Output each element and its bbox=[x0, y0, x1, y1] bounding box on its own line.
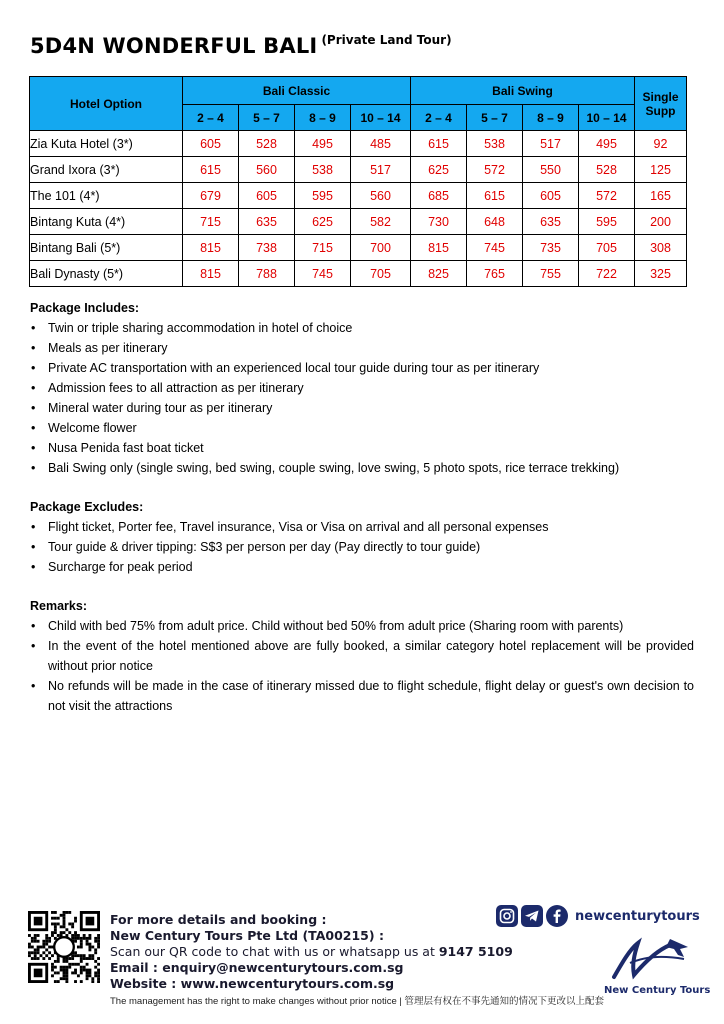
remarks-heading: Remarks: bbox=[30, 599, 87, 613]
price-cell: 715 bbox=[183, 209, 239, 235]
phone-number[interactable]: 9147 5109 bbox=[438, 944, 513, 959]
list-item bbox=[30, 338, 694, 358]
bullet-icon: • bbox=[31, 401, 36, 415]
facebook-icon[interactable] bbox=[546, 905, 568, 927]
price-cell: 679 bbox=[183, 183, 239, 209]
table-row bbox=[30, 209, 687, 235]
price-cell: 550 bbox=[523, 157, 579, 183]
price-cell: 815 bbox=[411, 235, 467, 261]
list-item bbox=[30, 636, 694, 676]
price-cell: 745 bbox=[295, 261, 351, 287]
bullet-icon: • bbox=[31, 381, 36, 395]
list-item-text: Mineral water during tour as per itinerary bbox=[48, 401, 273, 415]
hotel-name: Bintang Kuta (4*) bbox=[30, 209, 183, 235]
bullet-icon: • bbox=[31, 560, 36, 574]
price-cell: 648 bbox=[467, 209, 523, 235]
social-handle[interactable]: newcenturytours bbox=[575, 908, 700, 924]
includes-heading: Package Includes: bbox=[30, 301, 140, 315]
price-cell: 582 bbox=[351, 209, 411, 235]
list-item-text: Tour guide & driver tipping: S$3 per person per day (Pay directly to tour guide) bbox=[48, 540, 481, 554]
list-item-text: Twin or triple sharing accommodation in hotel of choice bbox=[48, 321, 353, 335]
pax-column-header: 8 – 9 bbox=[523, 105, 579, 131]
list-item-text: No refunds will be made in the case of itinerary missed due to flight schedule, flight delay or guest's own decision to not visit the attractions bbox=[48, 679, 694, 713]
page-title-block bbox=[30, 34, 452, 58]
price-cell: 625 bbox=[295, 209, 351, 235]
list-item-text: Bali Swing only (single swing, bed swing, couple swing, love swing, 5 photo spots, rice terrace trekking) bbox=[48, 461, 620, 475]
bullet-icon: • bbox=[31, 520, 36, 534]
price-cell: 615 bbox=[467, 183, 523, 209]
bullet-icon: • bbox=[31, 461, 36, 475]
hotel-option-header: Hotel Option bbox=[30, 77, 183, 131]
package-details bbox=[30, 298, 694, 716]
price-cell: 815 bbox=[183, 261, 239, 287]
disclaimer: The management has the right to make changes without prior notice | 管理层有权在不事先通知的情况下更改以上配套 bbox=[110, 996, 604, 1007]
price-cell: 815 bbox=[183, 235, 239, 261]
single-supp-cell: 325 bbox=[635, 261, 687, 287]
price-cell: 495 bbox=[295, 131, 351, 157]
pax-column-header: 10 – 14 bbox=[579, 105, 635, 131]
price-cell: 528 bbox=[239, 131, 295, 157]
list-item-text: Meals as per itinerary bbox=[48, 341, 168, 355]
list-item bbox=[30, 378, 694, 398]
pax-column-header: 2 – 4 bbox=[411, 105, 467, 131]
table-row bbox=[30, 131, 687, 157]
hotel-name: The 101 (4*) bbox=[30, 183, 183, 209]
bullet-icon: • bbox=[31, 341, 36, 355]
logo-text: New Century Tours bbox=[604, 985, 711, 996]
price-cell: 595 bbox=[295, 183, 351, 209]
list-item bbox=[30, 438, 694, 458]
table-row bbox=[30, 183, 687, 209]
remarks-list bbox=[30, 616, 694, 716]
list-item-text: In the event of the hotel mentioned above are fully booked, a similar category hotel replacement will be provided without prior notice bbox=[48, 639, 694, 673]
company-name: New Century Tours Pte Ltd (TA00215) : bbox=[110, 928, 384, 943]
list-item bbox=[30, 358, 694, 378]
price-cell: 615 bbox=[183, 157, 239, 183]
list-item-text: Private AC transportation with an experienced local tour guide during tour as per itinerary bbox=[48, 361, 540, 375]
bullet-icon: • bbox=[31, 639, 36, 653]
list-item bbox=[30, 517, 694, 537]
bullet-icon: • bbox=[31, 441, 36, 455]
list-item-text: Surcharge for peak period bbox=[48, 560, 193, 574]
bullet-icon: • bbox=[31, 321, 36, 335]
price-cell: 730 bbox=[411, 209, 467, 235]
price-cell: 572 bbox=[467, 157, 523, 183]
list-item-text: Flight ticket, Porter fee, Travel insurance, Visa or Visa on arrival and all personal expenses bbox=[48, 520, 549, 534]
new-century-tours-logo bbox=[600, 933, 696, 985]
price-cell: 635 bbox=[239, 209, 295, 235]
price-cell: 560 bbox=[239, 157, 295, 183]
price-cell: 538 bbox=[295, 157, 351, 183]
table-row bbox=[30, 261, 687, 287]
price-cell: 635 bbox=[523, 209, 579, 235]
price-cell: 825 bbox=[411, 261, 467, 287]
list-item bbox=[30, 676, 694, 716]
price-cell: 528 bbox=[579, 157, 635, 183]
email-link[interactable]: Email : enquiry@newcenturytours.com.sg bbox=[110, 960, 404, 975]
bullet-icon: • bbox=[31, 540, 36, 554]
list-item-text: Nusa Penida fast boat ticket bbox=[48, 441, 204, 455]
list-item bbox=[30, 398, 694, 418]
price-cell: 538 bbox=[467, 131, 523, 157]
instagram-icon[interactable] bbox=[496, 905, 518, 927]
excludes-heading: Package Excludes: bbox=[30, 500, 144, 514]
single-supp-header: Single Supp bbox=[635, 77, 687, 131]
includes-list bbox=[30, 318, 694, 478]
price-cell: 517 bbox=[351, 157, 411, 183]
single-supp-cell: 92 bbox=[635, 131, 687, 157]
list-item bbox=[30, 458, 694, 478]
hotel-name: Zia Kuta Hotel (3*) bbox=[30, 131, 183, 157]
table-row bbox=[30, 235, 687, 261]
price-cell: 572 bbox=[579, 183, 635, 209]
price-cell: 495 bbox=[579, 131, 635, 157]
qr-code[interactable] bbox=[28, 911, 100, 983]
list-item-text: Admission fees to all attraction as per itinerary bbox=[48, 381, 304, 395]
pax-column-header: 10 – 14 bbox=[351, 105, 411, 131]
price-cell: 700 bbox=[351, 235, 411, 261]
bullet-icon: • bbox=[31, 361, 36, 375]
pax-column-header: 2 – 4 bbox=[183, 105, 239, 131]
hotel-name: Grand Ixora (3*) bbox=[30, 157, 183, 183]
telegram-icon[interactable] bbox=[521, 905, 543, 927]
list-item bbox=[30, 537, 694, 557]
page-title: 5D4N WONDERFUL BALI bbox=[30, 34, 318, 58]
price-cell: 685 bbox=[411, 183, 467, 209]
contact-info bbox=[110, 912, 513, 992]
bali-swing-header: Bali Swing bbox=[411, 77, 635, 105]
page-subtitle: (Private Land Tour) bbox=[321, 33, 452, 47]
price-cell: 722 bbox=[579, 261, 635, 287]
price-cell: 595 bbox=[579, 209, 635, 235]
price-cell: 745 bbox=[467, 235, 523, 261]
bullet-icon: • bbox=[31, 421, 36, 435]
list-item bbox=[30, 557, 694, 577]
social-links bbox=[496, 905, 700, 927]
whatsapp-line: Scan our QR code to chat with us or whatsapp us at 9147 5109 bbox=[110, 944, 513, 959]
bullet-icon: • bbox=[31, 679, 36, 693]
pax-column-header: 5 – 7 bbox=[467, 105, 523, 131]
list-item-text: Welcome flower bbox=[48, 421, 137, 435]
single-supp-cell: 200 bbox=[635, 209, 687, 235]
website-link[interactable]: Website : www.newcenturytours.com.sg bbox=[110, 976, 395, 991]
list-item bbox=[30, 616, 694, 636]
single-supp-cell: 125 bbox=[635, 157, 687, 183]
price-cell: 765 bbox=[467, 261, 523, 287]
bullet-icon: • bbox=[31, 619, 36, 633]
price-cell: 615 bbox=[411, 131, 467, 157]
price-cell: 715 bbox=[295, 235, 351, 261]
bali-classic-header: Bali Classic bbox=[183, 77, 411, 105]
single-supp-cell: 165 bbox=[635, 183, 687, 209]
pax-column-header: 5 – 7 bbox=[239, 105, 295, 131]
list-item-text: Child with bed 75% from adult price. Child without bed 50% from adult price (Sharing room with parents) bbox=[48, 619, 624, 633]
price-cell: 735 bbox=[523, 235, 579, 261]
price-cell: 705 bbox=[579, 235, 635, 261]
footer bbox=[0, 905, 724, 1024]
excludes-list bbox=[30, 517, 694, 577]
price-cell: 705 bbox=[351, 261, 411, 287]
price-cell: 625 bbox=[411, 157, 467, 183]
list-item bbox=[30, 418, 694, 438]
price-cell: 788 bbox=[239, 261, 295, 287]
pax-column-header: 8 – 9 bbox=[295, 105, 351, 131]
price-cell: 738 bbox=[239, 235, 295, 261]
contact-line-details: For more details and booking : bbox=[110, 912, 327, 927]
price-cell: 605 bbox=[523, 183, 579, 209]
price-cell: 517 bbox=[523, 131, 579, 157]
price-cell: 485 bbox=[351, 131, 411, 157]
price-cell: 560 bbox=[351, 183, 411, 209]
single-supp-cell: 308 bbox=[635, 235, 687, 261]
price-cell: 755 bbox=[523, 261, 579, 287]
price-cell: 605 bbox=[183, 131, 239, 157]
list-item bbox=[30, 318, 694, 338]
hotel-name: Bali Dynasty (5*) bbox=[30, 261, 183, 287]
price-table bbox=[29, 76, 687, 287]
table-row bbox=[30, 157, 687, 183]
hotel-name: Bintang Bali (5*) bbox=[30, 235, 183, 261]
price-cell: 605 bbox=[239, 183, 295, 209]
